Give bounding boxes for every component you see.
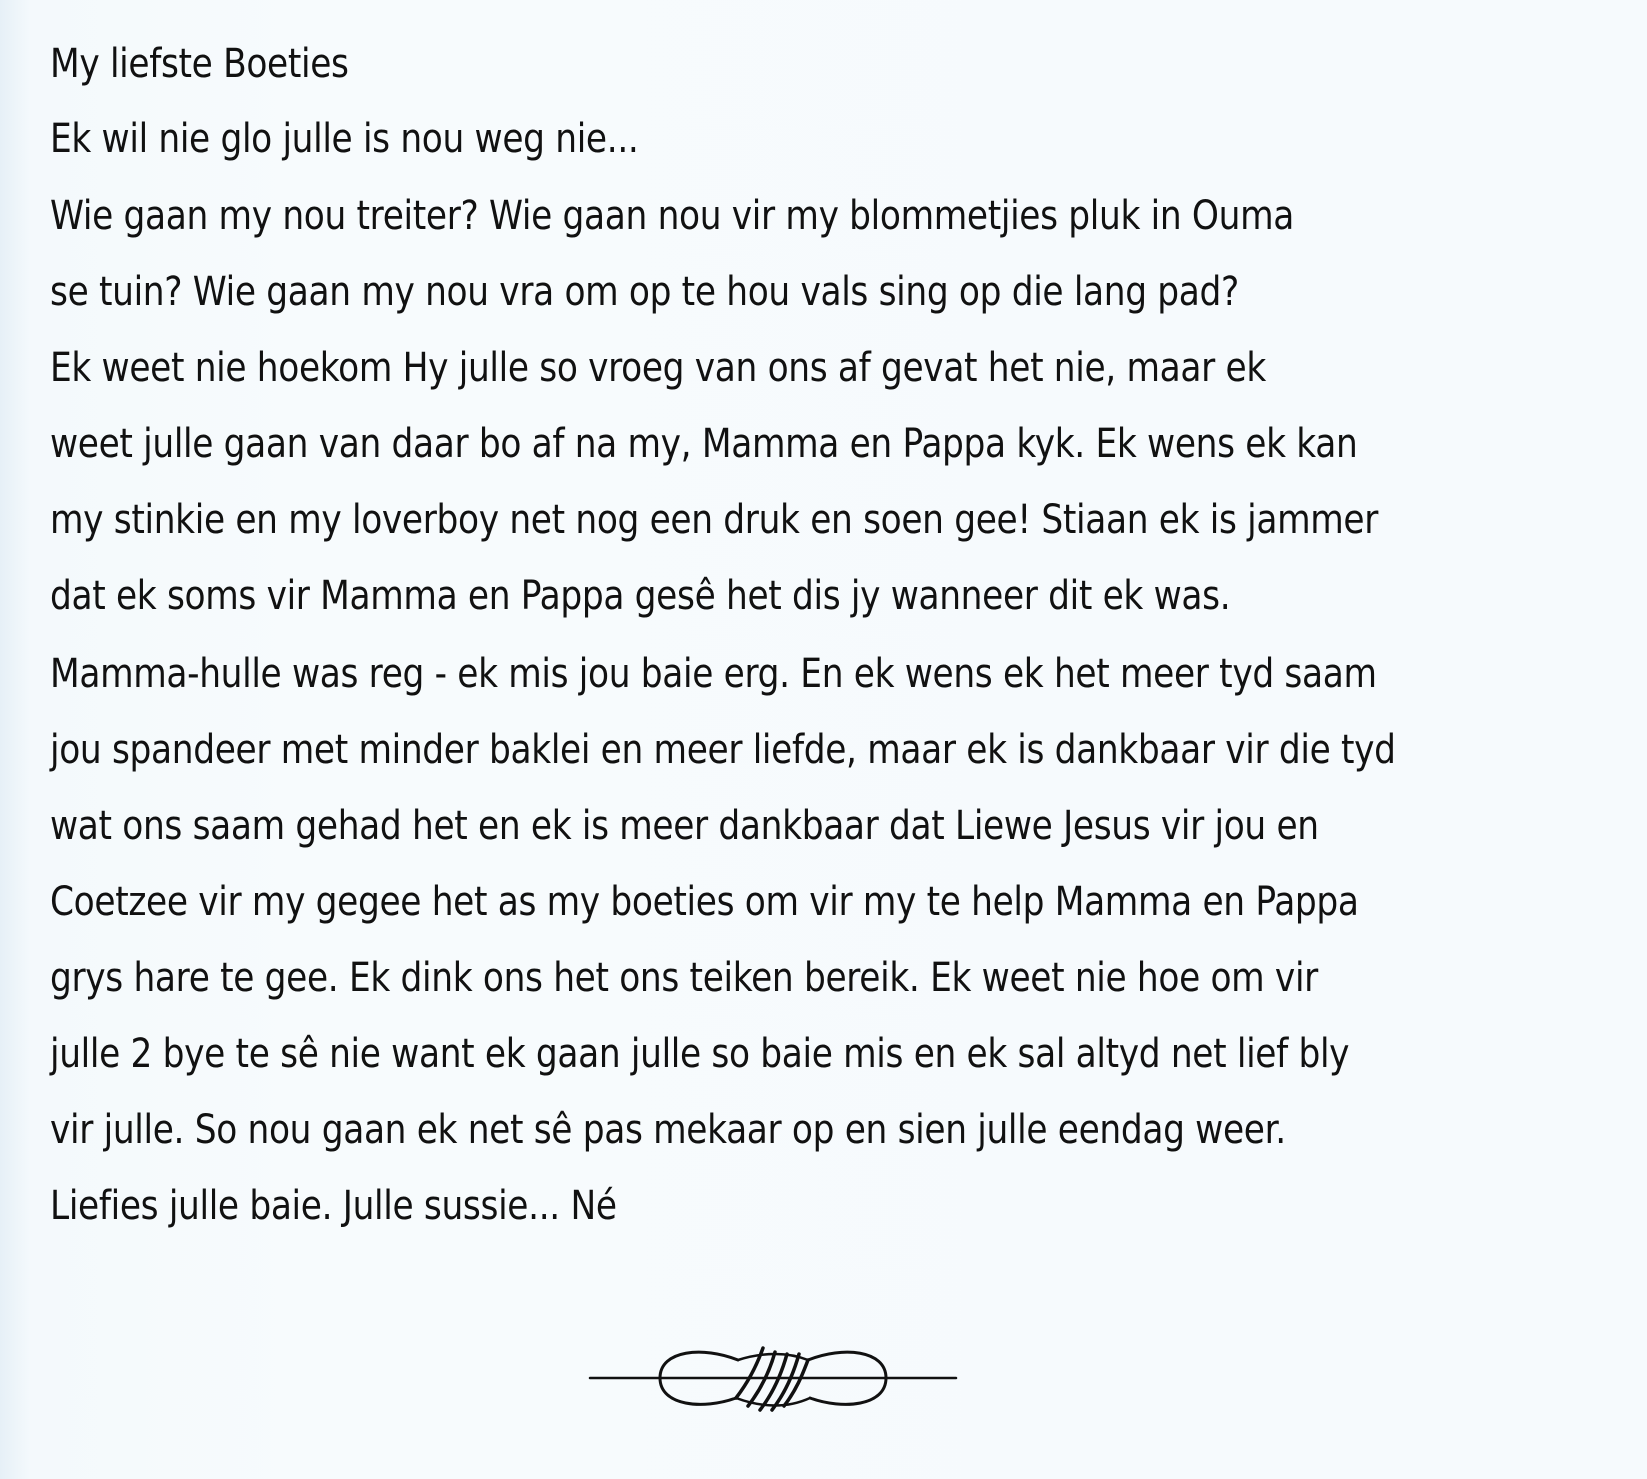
- letter-line: Wie gaan my nou treiter? Wie gaan nou vir my blommetjies pluk in Ouma: [50, 193, 1294, 239]
- letter-line: jou spandeer met minder baklei en meer liefde, maar ek is dankbaar vir die tyd: [50, 727, 1396, 773]
- letter-line: Ek weet nie hoekom Hy julle so vroeg van ons af gevat het nie, maar ek: [50, 345, 1266, 391]
- rope-knot-flourish-icon: [588, 1338, 958, 1418]
- letter-line: wat ons saam gehad het en ek is meer dankbaar dat Liewe Jesus vir jou en: [50, 803, 1319, 849]
- letter-salutation: My liefste Boeties: [50, 41, 349, 87]
- letter-line: dat ek soms vir Mamma en Pappa gesê het dis jy wanneer dit ek was.: [50, 573, 1231, 619]
- letter-line: Coetzee vir my gegee het as my boeties om vir my te help Mamma en Pappa: [50, 879, 1359, 925]
- letter-line: Ek wil nie glo julle is nou weg nie...: [50, 116, 639, 162]
- letter-line: grys hare te gee. Ek dink ons het ons teiken bereik. Ek weet nie hoe om vir: [50, 955, 1318, 1001]
- letter-line: vir julle. So nou gaan ek net sê pas mekaar op en sien julle eendag weer.: [50, 1107, 1286, 1153]
- letter-line: my stinkie en my loverboy net nog een druk en soen gee! Stiaan ek is jammer: [50, 497, 1379, 543]
- letter-line: julle 2 bye te sê nie want ek gaan julle so baie mis en ek sal altyd net lief bly: [50, 1031, 1350, 1077]
- letter-line: Mamma-hulle was reg - ek mis jou baie erg. En ek wens ek het meer tyd saam: [50, 651, 1377, 697]
- letter-signoff: Liefies julle baie. Julle sussie... Né: [50, 1183, 617, 1229]
- letter-line: weet julle gaan van daar bo af na my, Mamma en Pappa kyk. Ek wens ek kan: [50, 421, 1358, 467]
- letter-line: se tuin? Wie gaan my nou vra om op te hou vals sing op die lang pad?: [50, 269, 1239, 315]
